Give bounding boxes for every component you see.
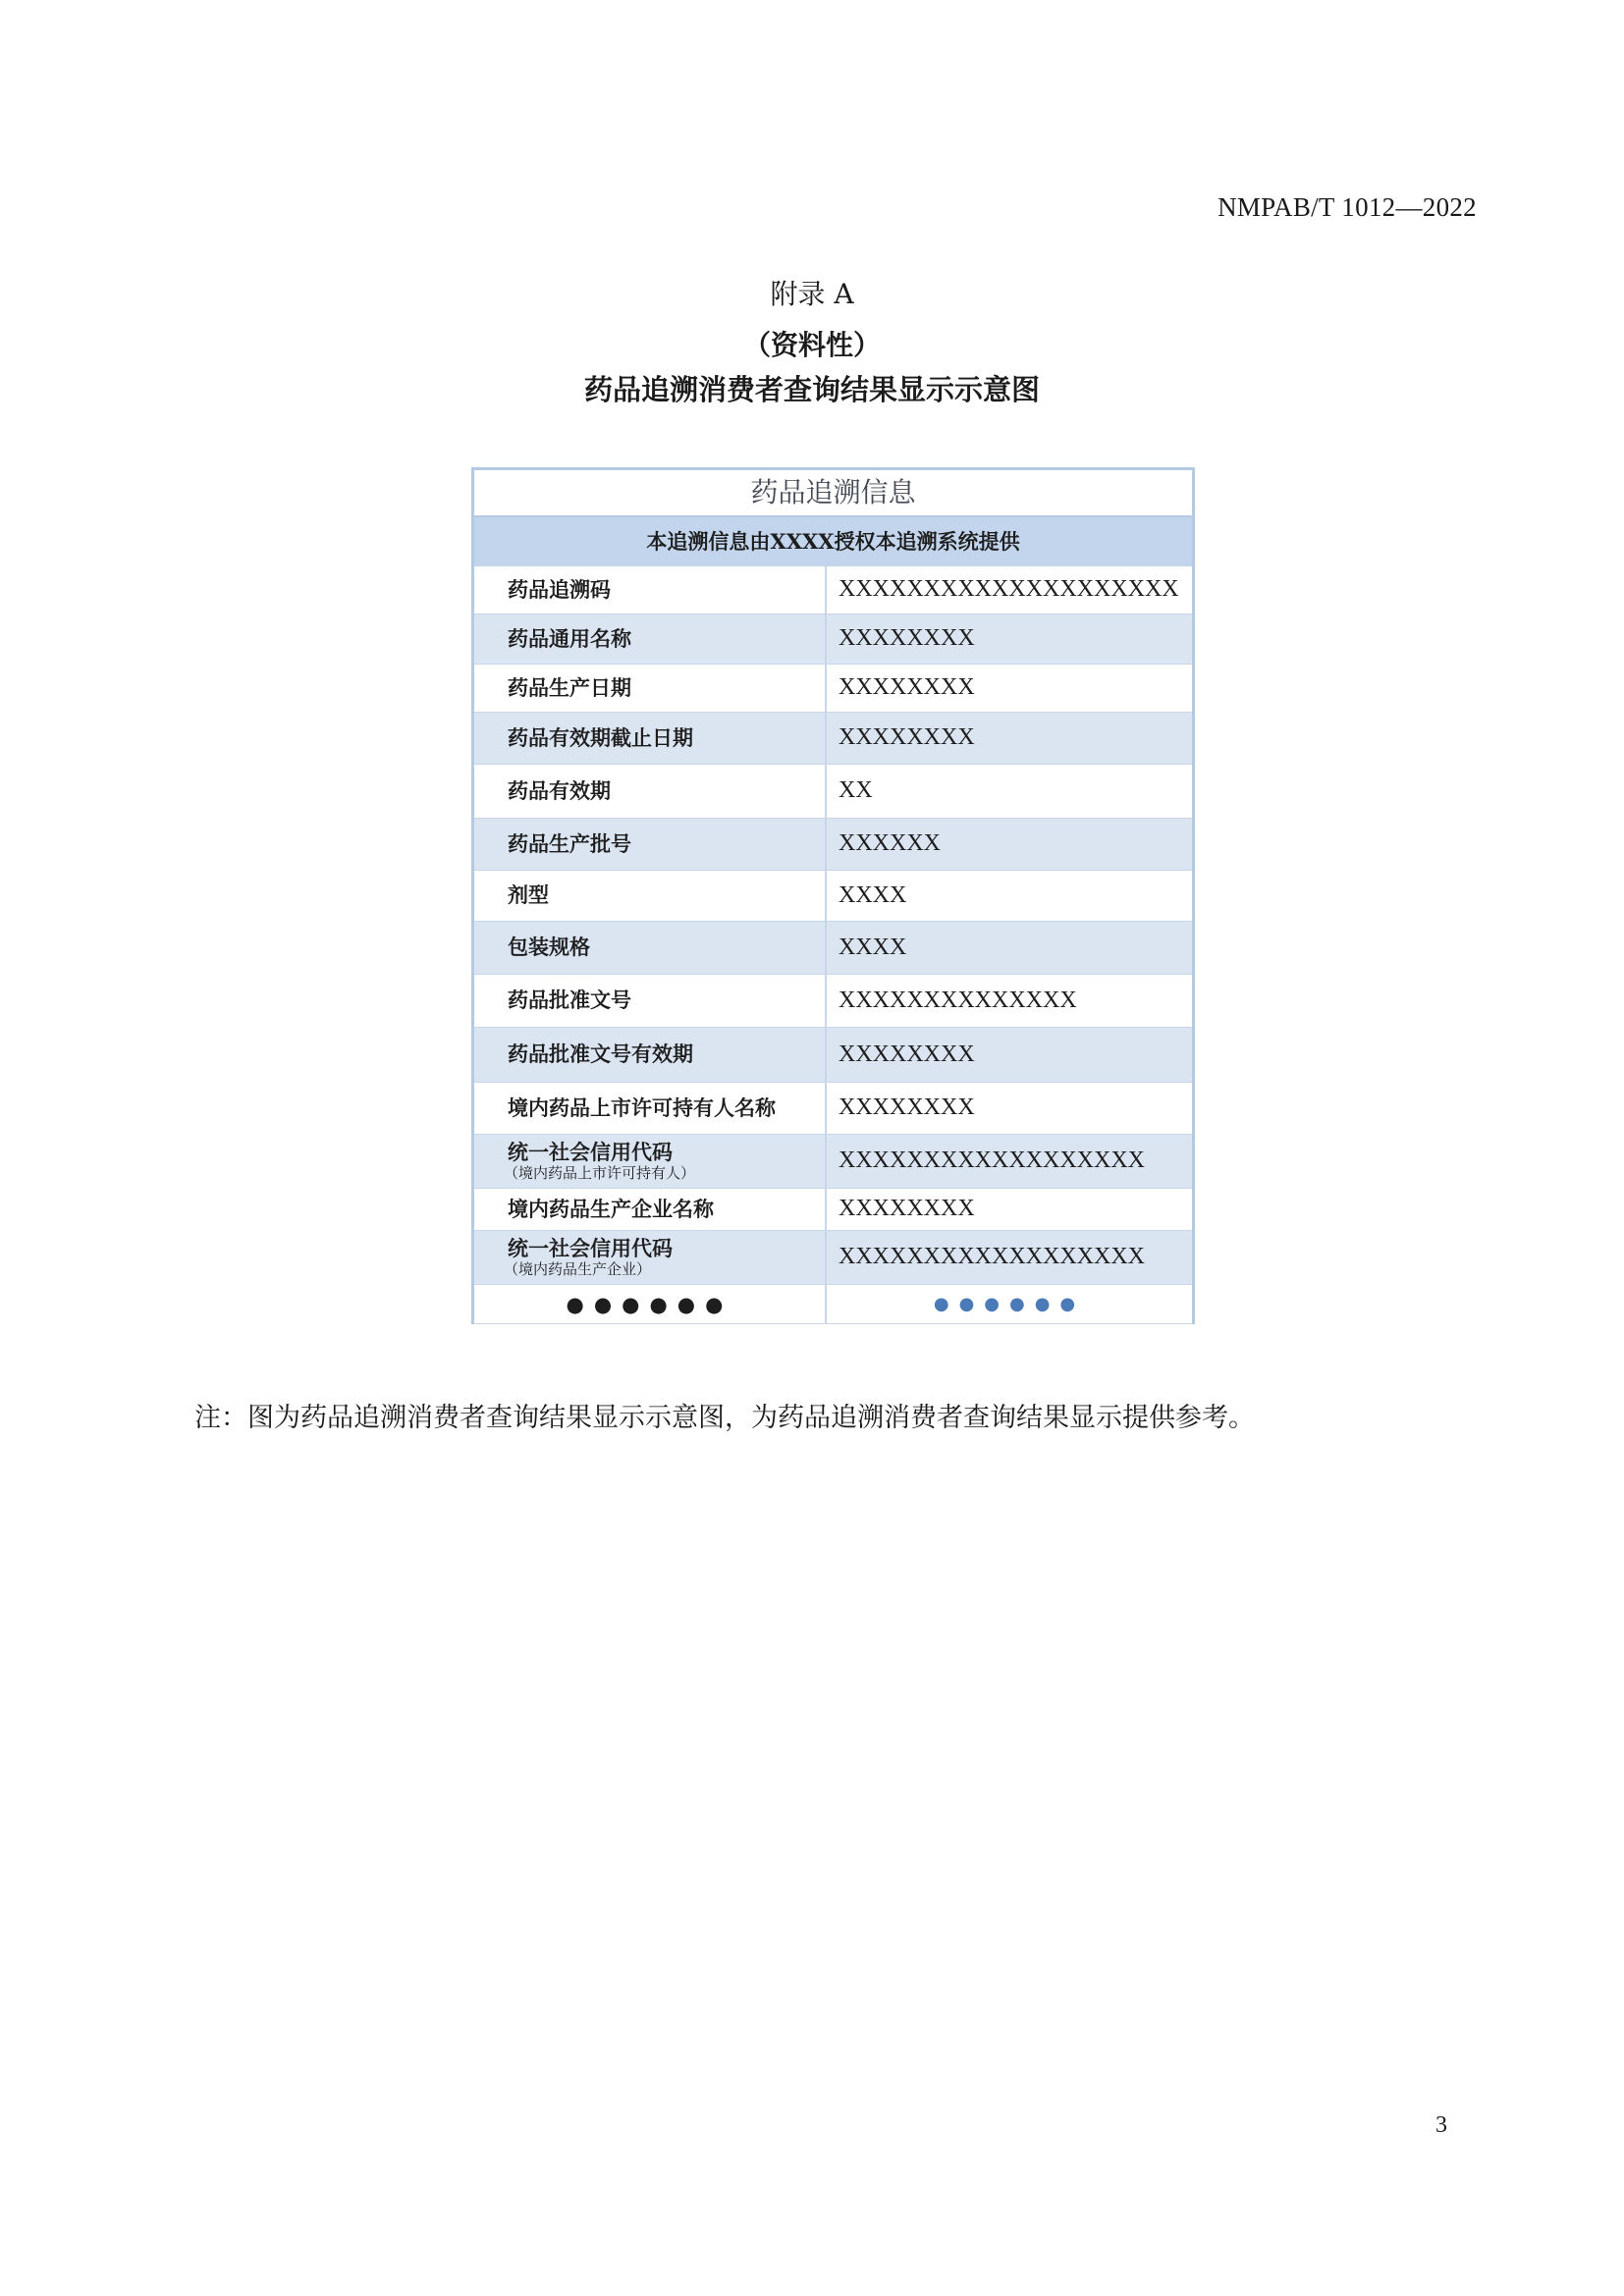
row-label: 剂型 bbox=[474, 870, 826, 921]
row-value: XXXXXXXX bbox=[826, 664, 1192, 712]
row-value: XX bbox=[826, 764, 1192, 818]
row-value: XXXXXXXX bbox=[826, 1082, 1192, 1134]
figure-title: 药品追溯信息 bbox=[474, 470, 1192, 517]
appendix-heading: 药品追溯消费者查询结果显示示意图 bbox=[583, 373, 1040, 406]
table-row bbox=[474, 870, 1192, 921]
row-label: 药品有效期截止日期 bbox=[474, 712, 826, 764]
row-label: 境内药品上市许可持有人名称 bbox=[474, 1082, 826, 1134]
row-label: 药品追溯码 bbox=[474, 566, 826, 614]
page-number: 3 bbox=[1435, 2112, 1447, 2138]
row-label: 药品批准文号 bbox=[474, 974, 826, 1027]
row-label: 统一社会信用代码 （境内药品上市许可持有人） bbox=[474, 1134, 826, 1188]
row-label: 药品批准文号有效期 bbox=[474, 1027, 826, 1082]
table-row bbox=[474, 764, 1192, 818]
table-row bbox=[474, 1027, 1192, 1082]
table-row bbox=[474, 566, 1192, 614]
table-row bbox=[474, 974, 1192, 1027]
row-label: 药品有效期 bbox=[474, 764, 826, 818]
row-label: 统一社会信用代码 （境内药品生产企业） bbox=[474, 1230, 826, 1284]
appendix-title: 附录 A bbox=[770, 278, 854, 310]
table-row bbox=[474, 1188, 1192, 1230]
row-value: XXXX bbox=[826, 921, 1192, 974]
figure-note: 注：图为药品追溯消费者查询结果显示示意图，为药品追溯消费者查询结果显示提供参考。 bbox=[194, 1403, 1255, 1433]
trace-info-table bbox=[474, 566, 1192, 1324]
row-sublabel: （境内药品上市许可持有人） bbox=[504, 1163, 696, 1182]
row-label: 药品生产日期 bbox=[474, 664, 826, 712]
row-value: XXXXXXXXXXXXXX bbox=[826, 974, 1192, 1027]
row-value: XXXXXXXX bbox=[826, 1188, 1192, 1230]
table-row bbox=[474, 1230, 1192, 1284]
table-row bbox=[474, 712, 1192, 764]
table-row bbox=[474, 614, 1192, 664]
row-label: 药品通用名称 bbox=[474, 614, 826, 664]
row-value: XXXX bbox=[826, 870, 1192, 921]
table-row bbox=[474, 921, 1192, 974]
appendix-nature: （资料性） bbox=[742, 329, 881, 361]
row-value: XXXXXXXXXXXXXXXXXXXX bbox=[826, 566, 1192, 614]
ellipsis-dots-right: ●●●●●● bbox=[826, 1284, 1192, 1323]
standard-code: NMPAB/T 1012—2022 bbox=[1218, 192, 1477, 222]
row-label: 药品生产批号 bbox=[474, 818, 826, 870]
table-row bbox=[474, 818, 1192, 870]
row-sublabel: （境内药品生产企业） bbox=[504, 1259, 652, 1278]
row-value: XXXXXXXX bbox=[826, 614, 1192, 664]
ellipsis-row bbox=[474, 1284, 1192, 1323]
row-label: 包装规格 bbox=[474, 921, 826, 974]
row-value: XXXXXX bbox=[826, 818, 1192, 870]
figure-subtitle: 本追溯信息由XXXX授权本追溯系统提供 bbox=[474, 517, 1192, 566]
table-row bbox=[474, 664, 1192, 712]
row-value: XXXXXXXX bbox=[826, 1027, 1192, 1082]
row-label: 境内药品生产企业名称 bbox=[474, 1188, 826, 1230]
table-row bbox=[474, 1134, 1192, 1188]
row-value: XXXXXXXXXXXXXXXXXX bbox=[826, 1134, 1192, 1188]
row-value: XXXXXXXX bbox=[826, 712, 1192, 764]
trace-info-figure bbox=[471, 467, 1195, 1324]
row-value: XXXXXXXXXXXXXXXXXX bbox=[826, 1230, 1192, 1284]
table-row bbox=[474, 1082, 1192, 1134]
ellipsis-dots-left: ●●●●●● bbox=[474, 1284, 826, 1323]
